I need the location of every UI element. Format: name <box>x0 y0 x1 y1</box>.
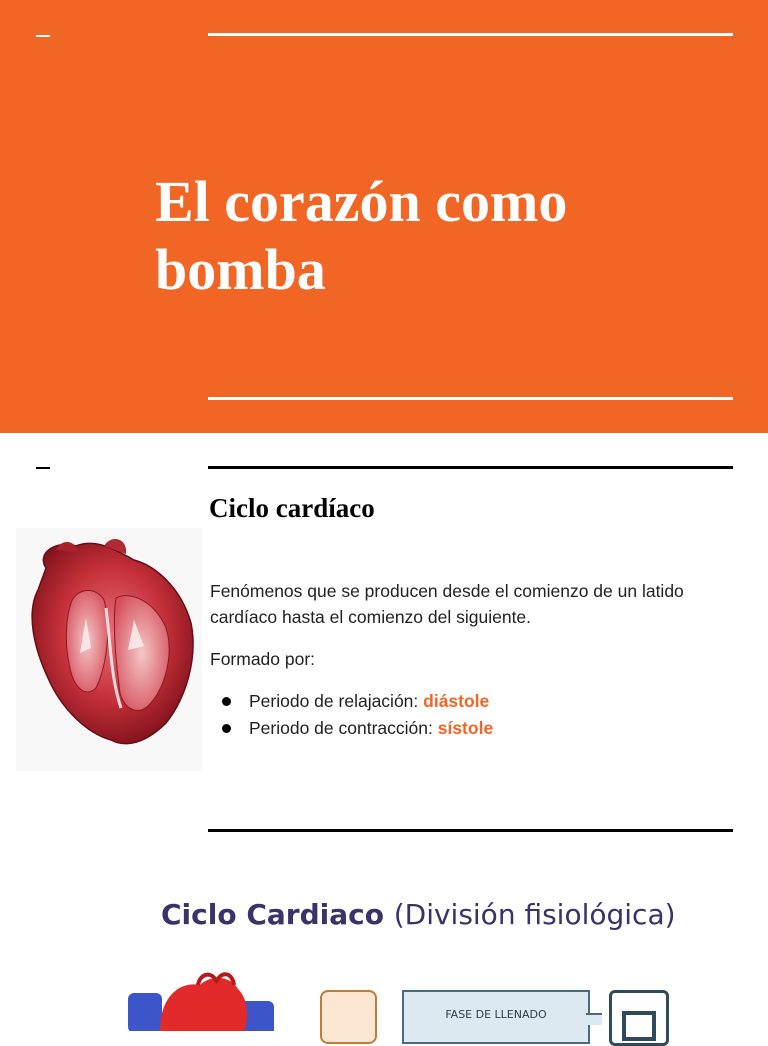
formed-by-label: Formado por: <box>210 649 316 669</box>
fill-phase-box <box>402 990 590 1044</box>
phase-list <box>210 688 730 742</box>
phase-box <box>320 990 377 1044</box>
slide-dash-mark <box>36 467 50 469</box>
top-rule <box>208 33 733 36</box>
heart-cross-section-image <box>16 528 202 771</box>
top-rule <box>208 466 733 469</box>
slide-body <box>210 578 730 742</box>
slide-title: El corazón como bomba <box>155 169 568 302</box>
cardiac-cycle-slide <box>0 433 768 863</box>
bottom-rule <box>208 829 733 832</box>
list-item <box>210 715 730 742</box>
diastole-term: diástole <box>423 691 490 711</box>
bullet-icon <box>222 724 231 733</box>
title-rest: (División fisiológica) <box>393 898 676 931</box>
slide-heading: Ciclo cardíaco <box>209 493 375 523</box>
phase-label: FASE DE LLENADO <box>445 1008 547 1021</box>
title-slide <box>0 0 768 433</box>
list-item-label: Periodo de contracción: <box>249 718 438 738</box>
slide-dash-mark <box>36 35 50 37</box>
cycle-description: Fenómenos que se producen desde el comienzo de un latido cardíaco hasta el comienzo del siguiente. <box>210 581 684 627</box>
bottom-rule <box>208 397 733 400</box>
bullet-icon <box>222 697 231 706</box>
slide-title <box>161 898 676 931</box>
list-item-label: Periodo de relajación: <box>249 691 424 711</box>
list-item <box>210 688 730 715</box>
phase-connector <box>586 1013 602 1025</box>
heart-diagram-image <box>120 971 280 1031</box>
phase-box-inner <box>622 1011 656 1041</box>
title-bold: Ciclo Cardiaco <box>161 898 384 931</box>
systole-term: sístole <box>437 718 494 738</box>
phase-box <box>609 990 669 1046</box>
physiological-division-slide <box>0 863 768 1024</box>
